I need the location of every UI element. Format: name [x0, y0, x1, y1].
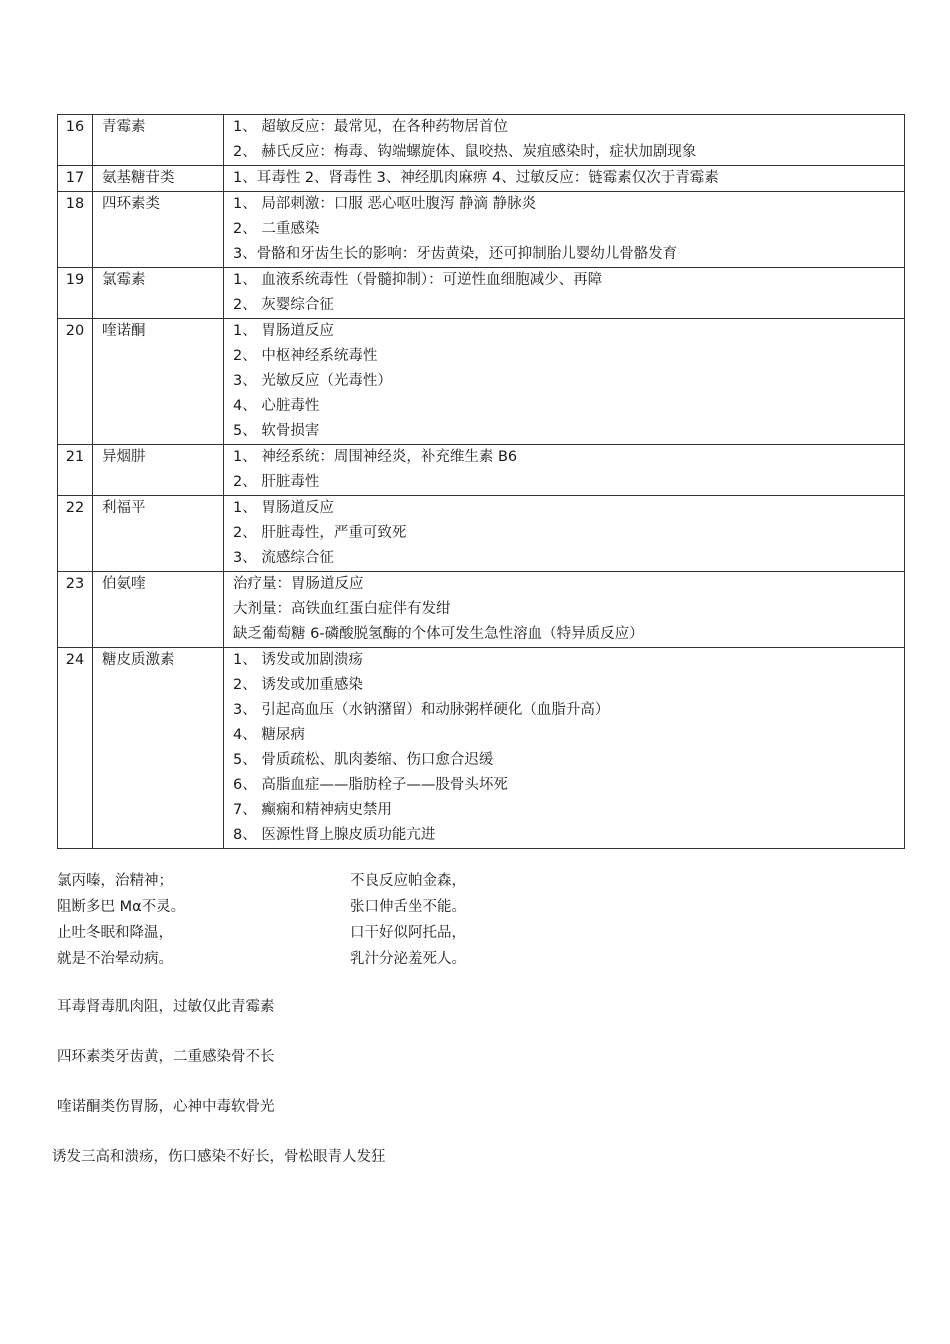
effect-line: 7、 癫痫和精神病史禁用 [233, 802, 392, 818]
row-number: 21 [58, 445, 93, 496]
effect-line: 缺乏葡萄糖 6-磷酸脱氢酶的个体可发生急性溶血（特异质反应） [233, 626, 644, 642]
adverse-effects-cell [224, 445, 905, 496]
drug-name: 氯霉素 [93, 268, 224, 319]
effect-line: 1、 神经系统：周围神经炎，补充维生素 B6 [233, 449, 518, 465]
mnemonic-line: 耳毒肾毒肌肉阻，过敏仅此青霉素 [57, 999, 275, 1015]
table-row [58, 445, 905, 496]
table-row [58, 192, 905, 268]
effect-line: 2、 肝脏毒性 [233, 474, 320, 490]
effect-line: 1、 超敏反应：最常见，在各种药物居首位 [233, 119, 508, 135]
adverse-effects-cell [224, 496, 905, 572]
table-row [58, 115, 905, 166]
effect-line: 治疗量：胃肠道反应 [233, 576, 364, 592]
row-number: 19 [58, 268, 93, 319]
row-number: 17 [58, 166, 93, 192]
effect-line: 8、 医源性肾上腺皮质功能亢进 [233, 827, 436, 843]
effect-line: 1、耳毒性 2、肾毒性 3、神经肌肉麻痹 4、过敏反应：链霉素仅次于青霉素 [233, 170, 719, 186]
effect-line: 1、 血液系统毒性（骨髓抑制）：可逆性血细胞减少、再障 [233, 272, 603, 288]
drug-name: 喹诺酮 [93, 319, 224, 445]
effect-line: 5、 软骨损害 [233, 423, 320, 439]
table-row [58, 319, 905, 445]
effect-line: 3、 光敏反应（光毒性） [233, 373, 392, 389]
mnemonic-line: 四环素类牙齿黄，二重感染骨不长 [57, 1049, 275, 1065]
effect-line: 6、 高脂血症——脂肪栓子——股骨头坏死 [233, 777, 508, 793]
effect-line: 4、 糖尿病 [233, 727, 305, 743]
row-number: 20 [58, 319, 93, 445]
effect-line: 1、 胃肠道反应 [233, 323, 334, 339]
row-number: 23 [58, 572, 93, 648]
effect-line: 1、 诱发或加剧溃疡 [233, 652, 363, 668]
drug-name: 糖皮质激素 [93, 648, 224, 849]
poem-line: 就是不治晕动病。 [57, 951, 173, 967]
poem-right-column [350, 868, 466, 972]
table-row [58, 496, 905, 572]
effect-line: 3、骨骼和牙齿生长的影响：牙齿黄染，还可抑制胎儿婴幼儿骨骼发育 [233, 246, 678, 262]
poem-line: 止吐冬眠和降温， [57, 925, 173, 941]
adverse-effects-cell [224, 115, 905, 166]
drug-name: 青霉素 [93, 115, 224, 166]
poem-line: 口干好似阿托品， [350, 925, 466, 941]
effect-line: 1、 局部刺激：口服 恶心呕吐腹泻 静滴 静脉炎 [233, 196, 537, 212]
adverse-effects-cell [224, 572, 905, 648]
drug-name: 异烟肼 [93, 445, 224, 496]
adverse-effects-cell [224, 268, 905, 319]
effect-line: 2、 灰婴综合征 [233, 297, 334, 313]
effect-line: 2、 赫氏反应：梅毒、钩端螺旋体、鼠咬热、炭疽感染时，症状加剧现象 [233, 144, 697, 160]
drug-name: 利福平 [93, 496, 224, 572]
mnemonic-line: 喹诺酮类伤胃肠，心神中毒软骨光 [57, 1099, 275, 1115]
effect-line: 5、 骨质疏松、肌肉萎缩、伤口愈合迟缓 [233, 752, 494, 768]
mnemonic-line: 诱发三高和溃疡，伤口感染不好长，骨松眼青人发狂 [52, 1149, 386, 1165]
poem-line: 阻断多巴 Mα不灵。 [57, 899, 186, 915]
drug-name: 伯氨喹 [93, 572, 224, 648]
row-number: 18 [58, 192, 93, 268]
table-row [58, 166, 905, 192]
row-number: 22 [58, 496, 93, 572]
effect-line: 2、 中枢神经系统毒性 [233, 348, 378, 364]
effect-line: 1、 胃肠道反应 [233, 500, 334, 516]
row-number: 16 [58, 115, 93, 166]
effect-line: 4、 心脏毒性 [233, 398, 320, 414]
effect-line: 3、 流感综合征 [233, 550, 334, 566]
adverse-effects-cell [224, 319, 905, 445]
drug-name: 氨基糖苷类 [93, 166, 224, 192]
effect-line: 2、 二重感染 [233, 221, 320, 237]
poem-line: 不良反应帕金森， [350, 873, 466, 889]
adverse-reaction-table [57, 114, 905, 849]
table-row [58, 648, 905, 849]
table-row [58, 268, 905, 319]
adverse-effects-cell [224, 166, 905, 192]
adverse-effects-cell [224, 648, 905, 849]
effect-line: 大剂量：高铁血红蛋白症伴有发绀 [233, 601, 451, 617]
effect-line: 2、 肝脏毒性，严重可致死 [233, 525, 407, 541]
row-number: 24 [58, 648, 93, 849]
drug-name: 四环素类 [93, 192, 224, 268]
adverse-effects-cell [224, 192, 905, 268]
poem-left-column [57, 868, 185, 972]
poem-line: 氯丙嗪，治精神； [57, 873, 173, 889]
table-row [58, 572, 905, 648]
effect-line: 2、 诱发或加重感染 [233, 677, 363, 693]
table-body [58, 115, 905, 849]
poem-line: 张口伸舌坐不能。 [350, 899, 466, 915]
effect-line: 3、 引起高血压（水钠潴留）和动脉粥样硬化（血脂升高） [233, 702, 610, 718]
poem-line: 乳汁分泌羞死人。 [350, 951, 466, 967]
